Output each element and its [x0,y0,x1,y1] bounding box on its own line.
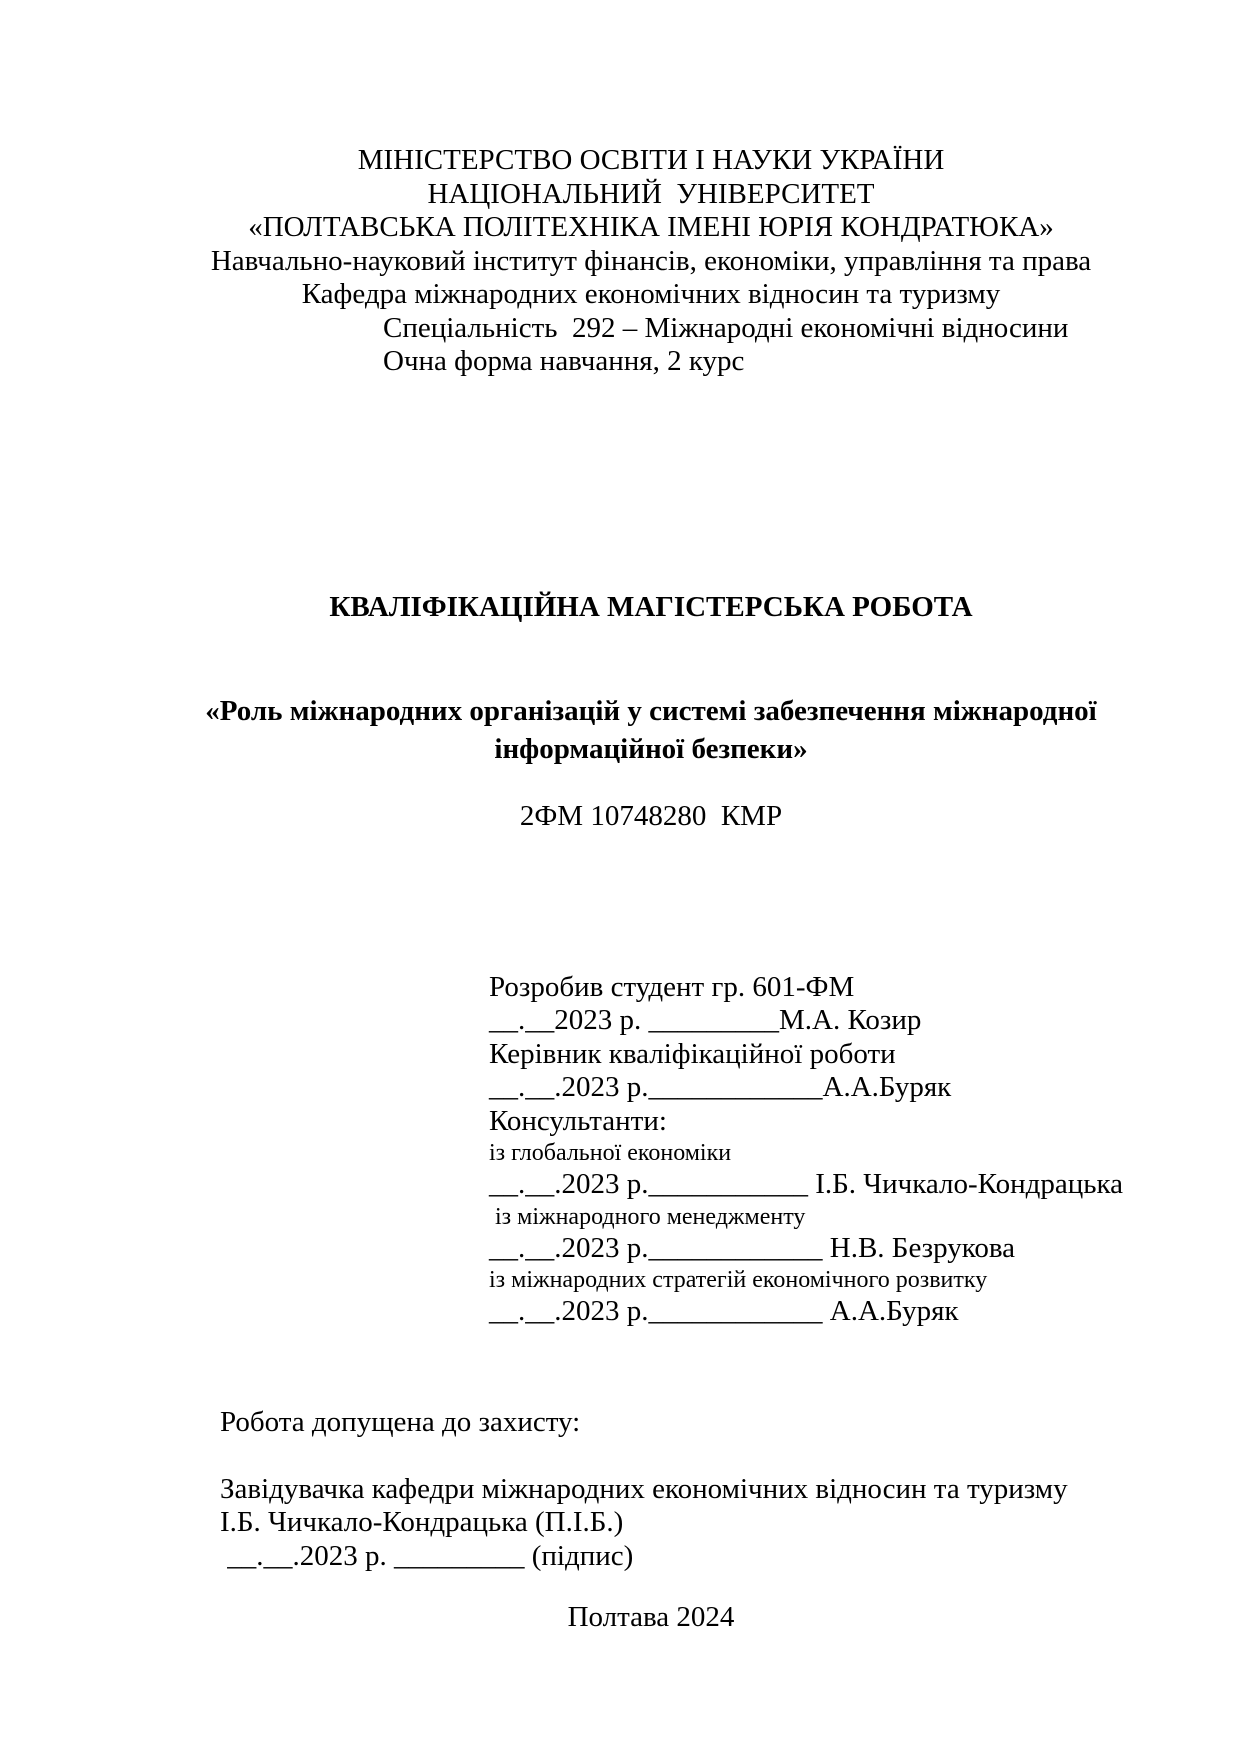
university-type-line: НАЦІОНАЛЬНИЙ УНІВЕРСИТЕТ [427,177,875,210]
institute-line: Навчально-науковий інститут фінансів, економіки, управління та права [210,244,1092,277]
topic-line-1: «Роль міжнародних організацій у системі забезпечення міжнародної [205,695,1097,727]
developer-role-line: Розробив студент гр. 601-ФМ [489,970,855,1003]
admission-signature-line: __.__.2023 р. _________ (підпис) [220,1539,634,1572]
department-line: Кафедра міжнародних економічних відносин та туризму [301,278,1001,310]
developer-signature-line: __.__2023 р. _________М.А. Козир [489,1004,922,1036]
admission-block [220,1406,1125,1574]
ministry-line: МІНІСТЕРСТВО ОСВІТИ І НАУКИ УКРАЇНИ [357,144,945,176]
topic-line-2: інформаційної безпеки» [494,733,808,765]
university-name-line: «ПОЛТАВСЬКА ПОЛІТЕХНІКА ІМЕНІ ЮРІЯ КОНДРАТЮКА» [248,211,1054,243]
supervisor-signature-line: __.__.2023 р.____________А.А.Буряк [489,1071,952,1103]
work-type-title: КВАЛІФІКАЦІЙНА МАГІСТЕРСЬКА РОБОТА [329,590,973,623]
consultant-signature-line-2: __.__.2023 р.____________ Н.В. Безрукова [489,1231,1016,1264]
signatures-block [489,971,1125,1329]
consultants-heading: Консультанти: [489,1104,667,1137]
consultant-subject-global-economy: із глобальної економіки [489,1140,732,1166]
thesis-topic-title [177,692,1125,768]
supervisor-role-line: Керівник кваліфікаційної роботи [489,1037,896,1070]
consultant-subject-international-management: із міжнародного менеджменту [489,1203,806,1230]
consultant-signature-line-3: __.__.2023 р.____________ А.А.Буряк [489,1295,959,1327]
consultant-signature-line-1: __.__.2023 р.___________ І.Б. Чичкало-Кондрацька [489,1168,1123,1200]
work-code: 2ФМ 10748280 КМР [519,800,783,832]
admission-department-head-line: Завідувачка кафедри міжнародних економічних відносин та туризму [220,1472,1068,1505]
admission-heading: Робота допущена до захисту: [220,1405,581,1438]
consultant-subject-economic-development-strategies: із міжнародних стратегій економічного розвитку [489,1267,988,1293]
admission-head-name-line: І.Б. Чичкало-Кондрацька (П.І.Б.) [220,1506,624,1538]
city-year-line: Полтава 2024 [567,1601,735,1633]
specialty-line: Спеціальність 292 – Міжнародні економічні відносини [383,311,1069,344]
study-form-line: Очна форма навчання, 2 курс [383,345,745,377]
